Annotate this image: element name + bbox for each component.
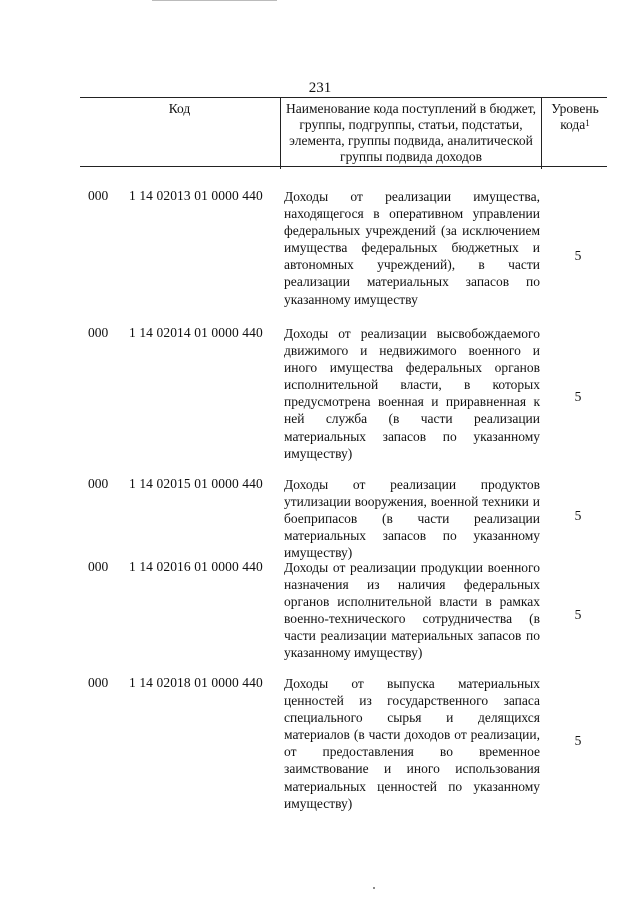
admin-code: 000 <box>88 325 109 340</box>
income-description: Доходы от реализации продукции военного назначения из наличия федеральных органов исполнительной власти в рамках военно-технического сотрудничества (в части реализации материальных запасов по указанному имуществу) <box>284 560 540 661</box>
scan-artifact-dot <box>373 887 375 889</box>
admin-code: 000 <box>88 188 109 203</box>
income-code: 1 14 02014 01 0000 440 <box>129 325 263 340</box>
income-description: Доходы от реализации продуктов утилизации вооружения, военной техники и боеприпасов (в части реализации материальных запасов по указанному имуществу) <box>284 477 540 561</box>
income-code: 1 14 02013 01 0000 440 <box>129 188 263 203</box>
code-level: 5 <box>574 389 582 404</box>
header-code: Код <box>168 101 191 116</box>
code-level: 5 <box>574 508 582 523</box>
table-row <box>0 476 640 561</box>
admin-code: 000 <box>88 559 109 574</box>
code-level: 5 <box>574 607 582 622</box>
admin-code: 000 <box>88 476 109 491</box>
code-level: 5 <box>574 248 582 263</box>
header-name: Наименование кода поступлений в бюджет, группы, подгруппы, статьи, подстатьи, элемента, группы подвида, аналитической группы подвида доходов <box>280 98 541 169</box>
income-code: 1 14 02018 01 0000 440 <box>129 675 263 690</box>
income-code: 1 14 02015 01 0000 440 <box>129 476 263 491</box>
table-row <box>0 559 640 673</box>
footnote-marker: 1 <box>585 118 590 128</box>
income-code: 1 14 02016 01 0000 440 <box>129 559 263 574</box>
code-level: 5 <box>574 733 582 748</box>
income-description: Доходы от реализации имущества, находящегося в оперативном управлении федеральных учреждений (за исключением имущества федеральных бюджетных и автономных учреждений), в части реализации материальных запасов по указанному имуществу <box>284 189 540 307</box>
admin-code: 000 <box>88 675 109 690</box>
table-header <box>80 97 607 167</box>
table-row <box>0 325 640 475</box>
income-description: Доходы от реализации высвобождаемого движимого и недвижимого военного и иного имущества федеральных органов исполнительной власти, в которых предусмотрена военная и приравненная к ней служба (в части реализации материальных запасов по указанному имуществу) <box>284 326 540 461</box>
table-row <box>0 675 640 815</box>
income-description: Доходы от выпуска материальных ценностей из государственного запаса специального сырья и делящихся материалов (в части доходов от реализации, от предоставления во временное заимствование и иного использования материальных ценностей по указанному имуществу) <box>284 676 540 811</box>
header-level-label: Уровень кода <box>551 101 599 132</box>
page-number: 231 <box>308 80 332 96</box>
header-level <box>541 98 608 169</box>
scan-artifact-line <box>152 0 277 1</box>
table-row <box>0 188 640 326</box>
